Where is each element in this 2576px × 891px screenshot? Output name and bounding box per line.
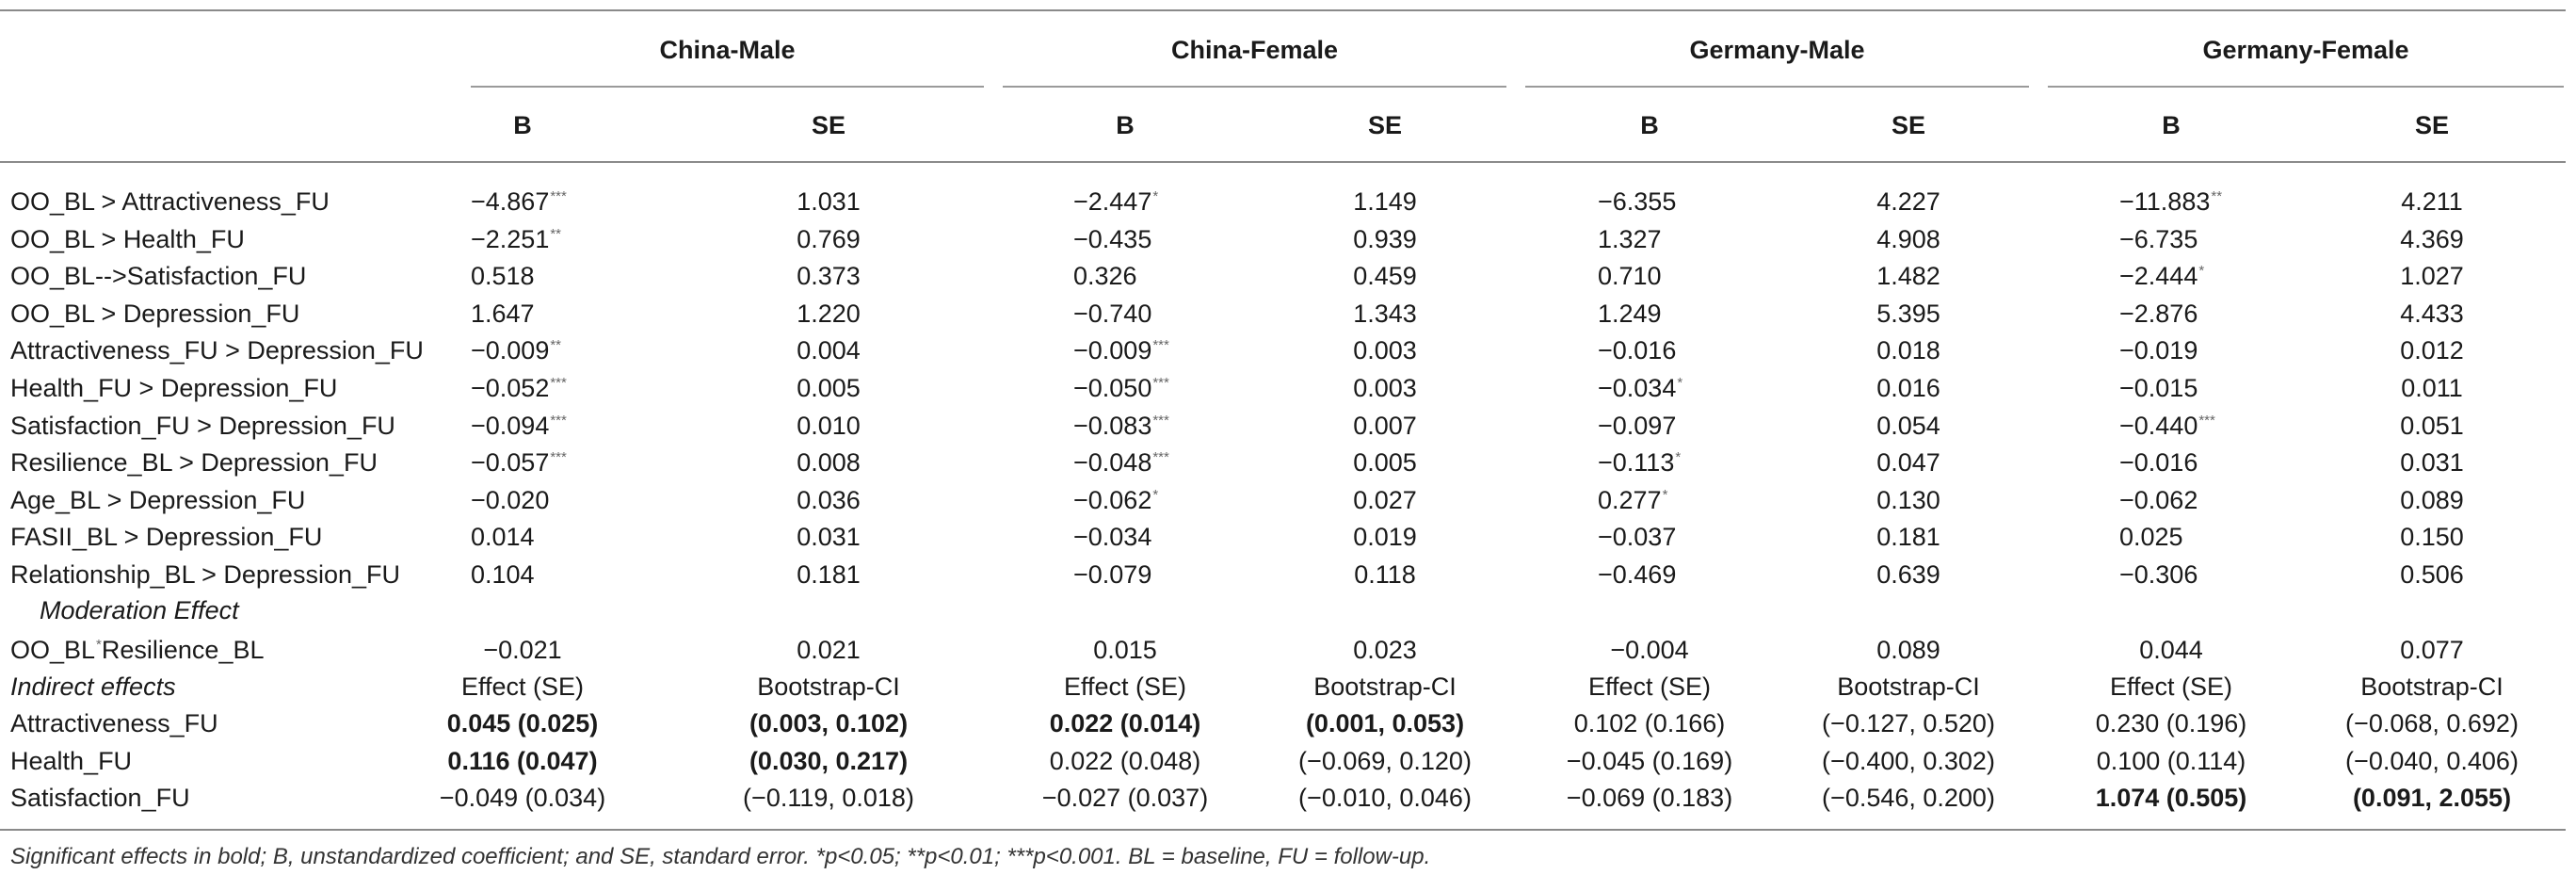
coef-se-value [797, 558, 861, 591]
coef-se-value [1353, 409, 1417, 443]
indirect-col-header: Effect (SE) [1587, 672, 1712, 701]
value: −0.113 [1598, 448, 1675, 478]
coef-b-value [1598, 222, 1662, 256]
indirect-effect-value: −0.069 (0.183) [1566, 784, 1733, 812]
value: 0.939 [1353, 224, 1417, 253]
indirect-effect-value: 1.074 (0.505) [2095, 784, 2247, 812]
value: −0.440 [2119, 411, 2198, 440]
coef-b-value [471, 297, 535, 331]
value: 0.047 [1876, 448, 1940, 478]
value: −0.037 [1598, 523, 1677, 552]
significance-stars: * [1662, 486, 1668, 503]
coef-b-value [471, 222, 561, 261]
value: 0.025 [2119, 523, 2183, 552]
coef-b-value [471, 333, 561, 372]
row-label: Resilience_BL > Depression_FU [10, 448, 378, 478]
value: −0.740 [1073, 299, 1152, 328]
coef-b-value [1598, 483, 1667, 522]
coef-b-value [2119, 222, 2198, 256]
moderation-value: 0.021 [797, 636, 861, 664]
coef-b-value [471, 259, 535, 293]
value: 0.010 [797, 411, 861, 440]
value: −2.444 [2119, 262, 2198, 291]
indirect-col-header: Bootstrap-CI [2360, 672, 2504, 701]
value: −0.019 [2119, 336, 2198, 365]
coef-se-value [2400, 520, 2464, 554]
row-label: OO_BL > Attractiveness_FU [10, 187, 330, 216]
value: −0.016 [1598, 336, 1677, 365]
value: 5.395 [1876, 299, 1940, 328]
value: −0.048 [1073, 448, 1152, 478]
coef-se-value [1876, 297, 1940, 331]
bootstrap-ci-value: (0.001, 0.053) [1305, 709, 1465, 737]
value: 0.004 [797, 336, 861, 365]
coef-se-value [2400, 333, 2464, 367]
value: 1.343 [1353, 299, 1417, 328]
value: 0.373 [797, 262, 861, 291]
coef-b-value [1598, 446, 1681, 484]
coef-b-value [1073, 297, 1151, 331]
coef-b-value [1073, 483, 1158, 522]
group-header: Germany-Male [1689, 36, 1865, 64]
value: −6.735 [2119, 224, 2198, 253]
coef-se-value [1876, 185, 1940, 219]
value: −0.435 [1073, 224, 1152, 253]
value: −0.052 [471, 374, 550, 402]
moderation-label [10, 633, 265, 672]
table-footnote: Significant effects in bold; B, unstandardized coefficient; and SE, standard error. *p<0.05; **p<0.01; ***p<0.001. BL = baseline, FU = follow-up. [10, 844, 1431, 869]
indirect-effect-value: −0.049 (0.034) [439, 784, 606, 812]
row-label: Relationship_BL > Depression_FU [10, 560, 400, 589]
value: −0.062 [2119, 485, 2198, 514]
value: 0.518 [471, 262, 535, 291]
value: −0.015 [2119, 374, 2198, 402]
group-underline [1525, 86, 2029, 88]
coef-b-value [2119, 446, 2198, 479]
coef-b-value [1598, 259, 1662, 293]
value: 1.220 [797, 299, 861, 328]
coef-se-value [1354, 558, 1416, 591]
value: 0.018 [1876, 336, 1940, 365]
value: 1.482 [1876, 262, 1940, 291]
value: 0.012 [2400, 336, 2464, 365]
value: 0.130 [1876, 485, 1940, 514]
coef-se-value [1876, 558, 1940, 591]
coef-b-value [471, 483, 549, 517]
significance-stars: *** [1152, 375, 1169, 391]
table-rule [0, 9, 2566, 11]
indirect-row-label: Attractiveness_FU [10, 709, 218, 737]
value: 1.249 [1598, 299, 1662, 328]
coef-se-value [1353, 483, 1417, 517]
subheader-se: SE [811, 111, 846, 139]
coef-se-value [2400, 558, 2464, 591]
indirect-effect-value: 0.102 (0.166) [1573, 709, 1726, 737]
value: −0.469 [1598, 560, 1677, 589]
moderation-value: 0.077 [2400, 636, 2464, 664]
indirect-col-header: Bootstrap-CI [757, 672, 900, 701]
value: 1.149 [1353, 187, 1417, 216]
coef-b-value [1598, 520, 1676, 554]
coef-se-value [1353, 333, 1417, 367]
coef-b-value [1073, 409, 1169, 447]
coef-b-value [471, 409, 567, 447]
value: −0.016 [2119, 448, 2198, 478]
coef-se-value [797, 297, 861, 331]
coef-se-value [2400, 446, 2464, 479]
indirect-effect-value: 0.116 (0.047) [447, 746, 598, 775]
coef-b-value [1598, 333, 1676, 367]
coef-b-value [1073, 222, 1151, 256]
coef-b-value [1073, 333, 1169, 372]
value: 0.007 [1353, 411, 1417, 440]
value: 0.014 [471, 523, 535, 552]
value: 4.433 [2400, 299, 2464, 328]
value: 0.459 [1353, 262, 1417, 291]
coef-b-value [2119, 185, 2222, 223]
significance-stars: *** [550, 412, 567, 429]
significance-stars: ** [550, 225, 562, 242]
value: −0.020 [471, 485, 550, 514]
significance-stars: *** [550, 449, 567, 466]
moderation-value: −0.004 [1610, 636, 1689, 664]
coef-se-value [2400, 483, 2464, 517]
value: 4.227 [1876, 187, 1940, 216]
coef-se-value [797, 333, 861, 367]
moderation-value: 0.015 [1093, 636, 1157, 664]
value: 0.027 [1353, 485, 1417, 514]
value: −2.251 [471, 224, 550, 253]
moderation-title: Moderation Effect [40, 596, 239, 624]
value: 0.104 [471, 560, 535, 589]
row-label: Satisfaction_FU > Depression_FU [10, 411, 395, 440]
value: 1.031 [797, 187, 861, 216]
coef-b-value [1598, 371, 1682, 410]
coef-b-value [471, 185, 567, 223]
subheader-se: SE [2414, 111, 2450, 139]
value: 0.506 [2400, 560, 2464, 589]
subheader-b: B [1640, 111, 1659, 139]
value: 4.369 [2400, 224, 2464, 253]
coef-se-value [797, 259, 861, 293]
value: 4.908 [1876, 224, 1940, 253]
coef-se-value [1353, 259, 1417, 293]
significance-stars: *** [550, 375, 567, 391]
indirect-effect-value: 0.230 (0.196) [2095, 709, 2247, 737]
value: 0.016 [1876, 374, 1940, 402]
value: 0.769 [797, 224, 861, 253]
bootstrap-ci-value: (−0.068, 0.692) [2345, 709, 2519, 737]
value: −0.009 [471, 336, 550, 365]
coef-b-value [1073, 446, 1169, 484]
coef-se-value [1876, 409, 1940, 443]
value: 0.005 [1353, 448, 1417, 478]
bootstrap-ci-value: (0.030, 0.217) [749, 746, 909, 775]
bootstrap-ci-value: (−0.119, 0.018) [743, 784, 914, 812]
coef-b-value [1073, 520, 1151, 554]
value: 4.211 [2401, 187, 2463, 216]
subheader-b: B [513, 111, 532, 139]
value: −4.867 [471, 187, 550, 216]
significance-stars: * [1677, 375, 1683, 391]
coef-b-value [2119, 558, 2198, 591]
bootstrap-ci-value: (−0.069, 0.120) [1298, 746, 1472, 775]
value: 1.647 [471, 299, 535, 328]
moderation-value: 0.089 [1876, 636, 1940, 664]
value: 0.181 [797, 560, 861, 589]
coef-se-value [2401, 185, 2463, 219]
indirect-col-header: Effect (SE) [2109, 672, 2233, 701]
coef-se-value [1353, 446, 1417, 479]
coef-se-value [1876, 259, 1940, 293]
coef-se-value [1353, 297, 1417, 331]
coef-b-value [1073, 558, 1151, 591]
value: 0.036 [797, 485, 861, 514]
coef-se-value [1876, 483, 1940, 517]
coef-b-value [1598, 558, 1676, 591]
coef-se-value [1876, 222, 1940, 256]
bootstrap-ci-value: (−0.546, 0.200) [1822, 784, 1995, 812]
value: −0.050 [1073, 374, 1152, 402]
value: −0.009 [1073, 336, 1152, 365]
indirect-effect-value: 0.022 (0.014) [1049, 709, 1201, 737]
coef-se-value [1353, 371, 1417, 405]
indirect-effect-value: −0.027 (0.037) [1041, 784, 1209, 812]
value: 0.118 [1354, 560, 1416, 589]
coef-se-value [2400, 259, 2464, 293]
moderation-label-part: OO_BL [10, 636, 96, 664]
group-underline [1003, 86, 1506, 88]
coef-b-value [1073, 371, 1169, 410]
indirect-effect-value: 0.045 (0.025) [446, 709, 599, 737]
moderation-value: 0.023 [1353, 636, 1417, 664]
coef-se-value [1876, 371, 1940, 405]
indirect-col-header: Bootstrap-CI [1837, 672, 1980, 701]
indirect-effect-value: 0.022 (0.048) [1049, 746, 1201, 775]
row-label: FASII_BL > Depression_FU [10, 523, 323, 552]
moderation-value: 0.044 [2139, 636, 2203, 664]
coef-b-value [1073, 259, 1137, 293]
coef-b-value [471, 446, 567, 484]
value: −2.447 [1073, 187, 1152, 216]
row-label: Age_BL > Depression_FU [10, 485, 306, 514]
coef-se-value [2400, 222, 2464, 256]
value: −0.034 [1598, 374, 1677, 402]
coef-b-value [2119, 520, 2183, 554]
value: 0.003 [1353, 336, 1417, 365]
value: −2.876 [2119, 299, 2198, 328]
coef-b-value [2119, 371, 2198, 405]
coef-b-value [2119, 297, 2198, 331]
significance-stars: ** [550, 337, 562, 354]
coef-b-value [1598, 185, 1676, 219]
subheader-se: SE [1367, 111, 1403, 139]
subheader-b: B [2162, 111, 2181, 139]
indirect-col-header: Effect (SE) [1063, 672, 1187, 701]
value: 0.089 [2400, 485, 2464, 514]
value: −0.097 [1598, 411, 1677, 440]
value: 0.008 [797, 448, 861, 478]
coef-b-value [1598, 297, 1662, 331]
value: 1.327 [1598, 224, 1662, 253]
coef-b-value [2119, 259, 2204, 298]
bootstrap-ci-value: (0.091, 2.055) [2352, 784, 2512, 812]
row-label: OO_BL > Depression_FU [10, 299, 300, 328]
value: 1.027 [2400, 262, 2464, 291]
coef-se-value [797, 222, 861, 256]
bootstrap-ci-value: (0.003, 0.102) [749, 709, 909, 737]
indirect-effect-value: 0.100 (0.114) [2096, 746, 2246, 775]
value: 0.019 [1353, 523, 1417, 552]
subheader-se: SE [1891, 111, 1926, 139]
significance-stars: *** [1152, 337, 1169, 354]
value: 0.011 [2401, 374, 2463, 402]
coef-b-value [471, 371, 567, 410]
bootstrap-ci-value: (−0.040, 0.406) [2345, 746, 2519, 775]
significance-stars: *** [1152, 449, 1169, 466]
group-header: Germany-Female [2202, 36, 2409, 64]
coef-se-value [2401, 371, 2463, 405]
value: −6.355 [1598, 187, 1677, 216]
coef-se-value [2400, 409, 2464, 443]
row-label: Health_FU > Depression_FU [10, 374, 338, 402]
value: 0.031 [2400, 448, 2464, 478]
value: 0.710 [1598, 262, 1662, 291]
value: 0.326 [1073, 262, 1137, 291]
indirect-effect-value: −0.045 (0.169) [1566, 746, 1733, 775]
group-underline [2048, 86, 2564, 88]
coef-b-value [471, 558, 535, 591]
value: −0.062 [1073, 485, 1152, 514]
indirect-row-label: Health_FU [10, 746, 133, 775]
coef-b-value [2119, 333, 2198, 367]
coef-se-value [797, 446, 861, 479]
coef-b-value [1598, 409, 1676, 443]
subheader-b: B [1116, 111, 1135, 139]
value: 0.031 [797, 523, 861, 552]
coef-b-value [2119, 483, 2198, 517]
row-label: OO_BL > Health_FU [10, 224, 245, 253]
coef-se-value [797, 520, 861, 554]
coef-se-value [1353, 222, 1417, 256]
significance-stars: * [1152, 188, 1159, 204]
coef-se-value [797, 483, 861, 517]
value: −0.079 [1073, 560, 1152, 589]
coef-se-value [1876, 446, 1940, 479]
significance-stars: *** [1152, 412, 1169, 429]
significance-stars: * [1675, 449, 1682, 466]
coef-se-value [1876, 333, 1940, 367]
significance-stars: * [2198, 263, 2205, 280]
value: 0.054 [1876, 411, 1940, 440]
value: 0.005 [797, 374, 861, 402]
value: 0.003 [1353, 374, 1417, 402]
bootstrap-ci-value: (−0.400, 0.302) [1822, 746, 1995, 775]
value: 0.639 [1876, 560, 1940, 589]
indirect-effects-title: Indirect effects [10, 672, 176, 701]
coef-se-value [1876, 520, 1940, 554]
value: −0.083 [1073, 411, 1152, 440]
value: −0.034 [1073, 523, 1152, 552]
coef-se-value [797, 185, 861, 219]
coef-se-value [2400, 297, 2464, 331]
value: 0.150 [2400, 523, 2464, 552]
moderation-label-part: * [96, 637, 102, 653]
value: 0.051 [2400, 411, 2464, 440]
coef-se-value [797, 409, 861, 443]
coef-b-value [1073, 185, 1158, 223]
indirect-col-header: Effect (SE) [460, 672, 585, 701]
coef-se-value [1353, 520, 1417, 554]
bootstrap-ci-value: (−0.127, 0.520) [1822, 709, 1995, 737]
bootstrap-ci-value: (−0.010, 0.046) [1298, 784, 1472, 812]
table-rule [0, 829, 2566, 831]
table-rule [0, 161, 2566, 163]
group-header: China-Female [1170, 36, 1339, 64]
group-underline [471, 86, 984, 88]
group-header: China-Male [659, 36, 796, 64]
indirect-col-header: Bootstrap-CI [1313, 672, 1457, 701]
value: −0.057 [471, 448, 550, 478]
moderation-value: −0.021 [483, 636, 562, 664]
value: −0.306 [2119, 560, 2198, 589]
row-label: OO_BL-->Satisfaction_FU [10, 262, 307, 291]
value: 0.181 [1876, 523, 1940, 552]
coef-b-value [2119, 409, 2215, 447]
coef-se-value [1353, 185, 1417, 219]
value: 0.277 [1598, 485, 1662, 514]
significance-stars: * [1152, 486, 1159, 503]
coef-se-value [797, 371, 861, 405]
value: −11.883 [2119, 187, 2211, 216]
row-label: Attractiveness_FU > Depression_FU [10, 336, 424, 365]
coef-b-value [471, 520, 535, 554]
significance-stars: *** [550, 188, 567, 204]
indirect-row-label: Satisfaction_FU [10, 784, 190, 812]
moderation-label-part: Resilience_BL [101, 636, 265, 664]
value: −0.094 [471, 411, 550, 440]
significance-stars: *** [2198, 412, 2215, 429]
significance-stars: ** [2211, 188, 2223, 204]
